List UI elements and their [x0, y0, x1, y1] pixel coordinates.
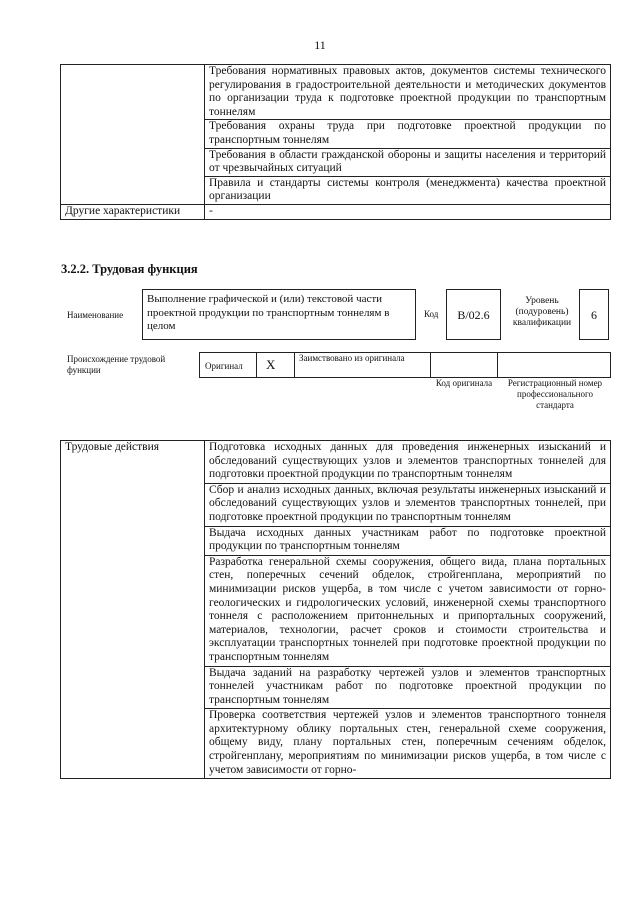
code-box: [446, 289, 501, 340]
labor-action-item: Разработка генеральной схемы сооружения, общего вида, плана портальных стен, поперечных сечений обделок, стройгенплана, мероприятий по минимизации рисков ущерба, в том числе с учетом зависимости от горно-геологических и гидрологических условий, инженерной схемы транспортного тоннеля с расположением притоннельных и припортальных сооружений, материалов, технологии, расчет сроков и стоимости строительства и эксплуатации транспортных тоннелей при подготовке проектной продукции по транспортным тоннелям: [205, 555, 611, 666]
labor-actions-table: [60, 440, 611, 779]
origin-label: Происхождение трудовой функции: [67, 354, 166, 375]
labor-action-item: Выдача исходных данных участникам работ по подготовке проектной продукции по транспортным тоннелям: [205, 526, 611, 555]
level-box: [579, 289, 609, 340]
divider: [430, 352, 431, 378]
code-original-caption: Код оригинала: [435, 378, 493, 388]
original-mark: X: [266, 357, 276, 372]
table-cell: Требования в области гражданской обороны и защиты населения и территорий от чрезвычайных ситуаций: [205, 148, 611, 176]
table-cell: Правила и стандарты системы контроля (менеджмента) качества проектной организации: [205, 176, 611, 204]
labor-action-item: Выдача заданий на разработку чертежей узлов и элементов транспортных тоннелей участникам работ по подготовке проектной продукции по транспортным тоннелям: [205, 666, 611, 709]
table-cell-empty: [61, 65, 205, 205]
code-label: Код: [424, 309, 439, 319]
table-cell: Требования охраны труда при подготовке проектной продукции по транспортным тоннелям: [205, 120, 611, 148]
function-name-value: Выполнение графической и (или) текстовой части проектной продукции по транспортным тоннелям в целом: [147, 293, 390, 332]
function-name-box: [142, 289, 416, 340]
table-cell: Требования нормативных правовых актов, документов системы технического регулирования в градостроительной деятельности и методических документов по организации труда к подготовке проектной продукции по транспортным тоннелям: [205, 65, 611, 120]
table-row: [61, 65, 611, 120]
level-label: Уровень (подуровень) квалификации: [512, 296, 572, 328]
divider: [294, 352, 295, 378]
labor-action-item: Подготовка исходных данных для проведения инженерных изысканий и обследований существующих узлов и элементов транспортных тоннелей для подготовки проектной продукции по транспортным тоннелям: [205, 441, 611, 484]
code-value: В/02.6: [457, 308, 490, 322]
borrowed-label: Заимствовано из оригинала: [299, 353, 405, 363]
table-row: [61, 204, 611, 219]
labor-action-item: Сбор и анализ исходных данных, включая результаты инженерных изысканий и обследований существующих узлов и элементов транспортных тоннелей, при подготовке проектной продукции по транспортным тоннелям: [205, 483, 611, 526]
other-characteristics-label: Другие характеристики: [61, 204, 205, 219]
labor-action-item: Проверка соответствия чертежей узлов и элементов транспортного тоннеля архитектурному облику портальных стен, генеральной схеме сооружения, общему виду, плану портальных стен, поперечным сечениям обделок, стройгенплану, мероприятиям по минимизации рисков ущерба, в том числе с учетом зависимости от горно-: [205, 709, 611, 779]
level-value: 6: [591, 308, 597, 322]
original-label: Оригинал: [205, 361, 243, 371]
divider: [497, 352, 498, 378]
labor-actions-label: Трудовые действия: [61, 441, 205, 779]
other-characteristics-value: -: [205, 204, 611, 219]
divider: [256, 352, 257, 378]
name-label: Наименование: [67, 310, 124, 320]
section-title: 3.2.2. Трудовая функция: [61, 262, 198, 276]
page-number: 11: [314, 38, 326, 52]
reg-number-caption: Регистрационный номер профессионального стандарта: [507, 378, 603, 410]
requirements-table: [60, 64, 611, 220]
table-row: [61, 441, 611, 484]
